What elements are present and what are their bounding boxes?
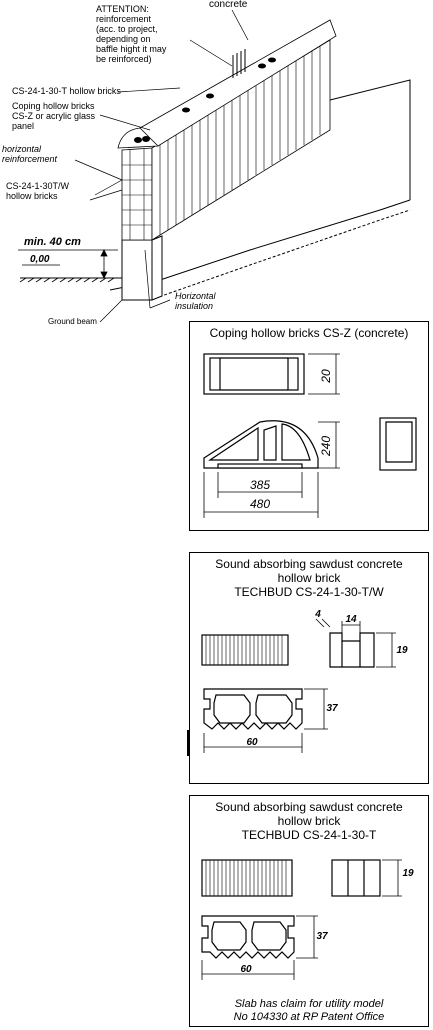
- panel-title: Sound absorbing sawdust concrete hollow brick TECHBUD CS-24-1-30-T: [215, 800, 403, 842]
- dim-60: 60: [240, 964, 252, 975]
- label-attention: ATTENTION: reinforcement (acc. to project, depending on baffle hight it may be reinforced): [96, 4, 167, 64]
- patent-note: Slab has claim for utility model No 104330 at RP Patent Office: [233, 998, 385, 1023]
- tw-brick-drawing: [190, 553, 428, 783]
- label-cs-t-bricks: CS-24-1-30-T hollow bricks: [12, 86, 121, 96]
- dim-14: 14: [345, 614, 357, 625]
- label-ground-beam: Ground beam: [48, 317, 97, 326]
- label-horizontal-insulation: Horizontal insulation: [175, 291, 216, 311]
- label-coping-bricks: Coping hollow bricks CS-Z or acrylic glass panel: [12, 101, 96, 131]
- label-concrete: concrete: [209, 0, 248, 10]
- dim-37: 37: [316, 931, 328, 942]
- panel-t-brick: [189, 795, 429, 1027]
- dim-385: 385: [249, 478, 271, 492]
- label-min-height: min. 40 cm: [24, 236, 81, 248]
- panel-coping-bricks: [189, 321, 429, 531]
- dim-20: 20: [319, 369, 333, 383]
- label-cs-tw-bricks: CS-24-1-30T/W hollow bricks: [6, 181, 70, 201]
- panel-title: Sound absorbing sawdust concrete hollow brick TECHBUD CS-24-1-30-T/W: [215, 557, 403, 599]
- dim-480: 480: [249, 497, 271, 511]
- wall-drawing: [0, 0, 433, 330]
- label-horizontal-reinforcement: horizontal reinforcement: [2, 144, 58, 164]
- t-brick-drawing: [190, 796, 428, 1026]
- edge-mark: [187, 730, 189, 756]
- dim-240: 240: [319, 435, 333, 457]
- label-zero-level: 0,00: [30, 254, 50, 265]
- dim-60: 60: [246, 737, 258, 748]
- dim-37: 37: [326, 703, 338, 714]
- dim-19: 19: [396, 645, 408, 656]
- panel-title: Coping hollow bricks CS-Z (concrete): [209, 326, 409, 340]
- dim-4: 4: [315, 609, 321, 620]
- panel-tw-brick: [189, 552, 429, 784]
- dim-19: 19: [402, 868, 414, 879]
- coping-brick-drawing: [190, 322, 428, 530]
